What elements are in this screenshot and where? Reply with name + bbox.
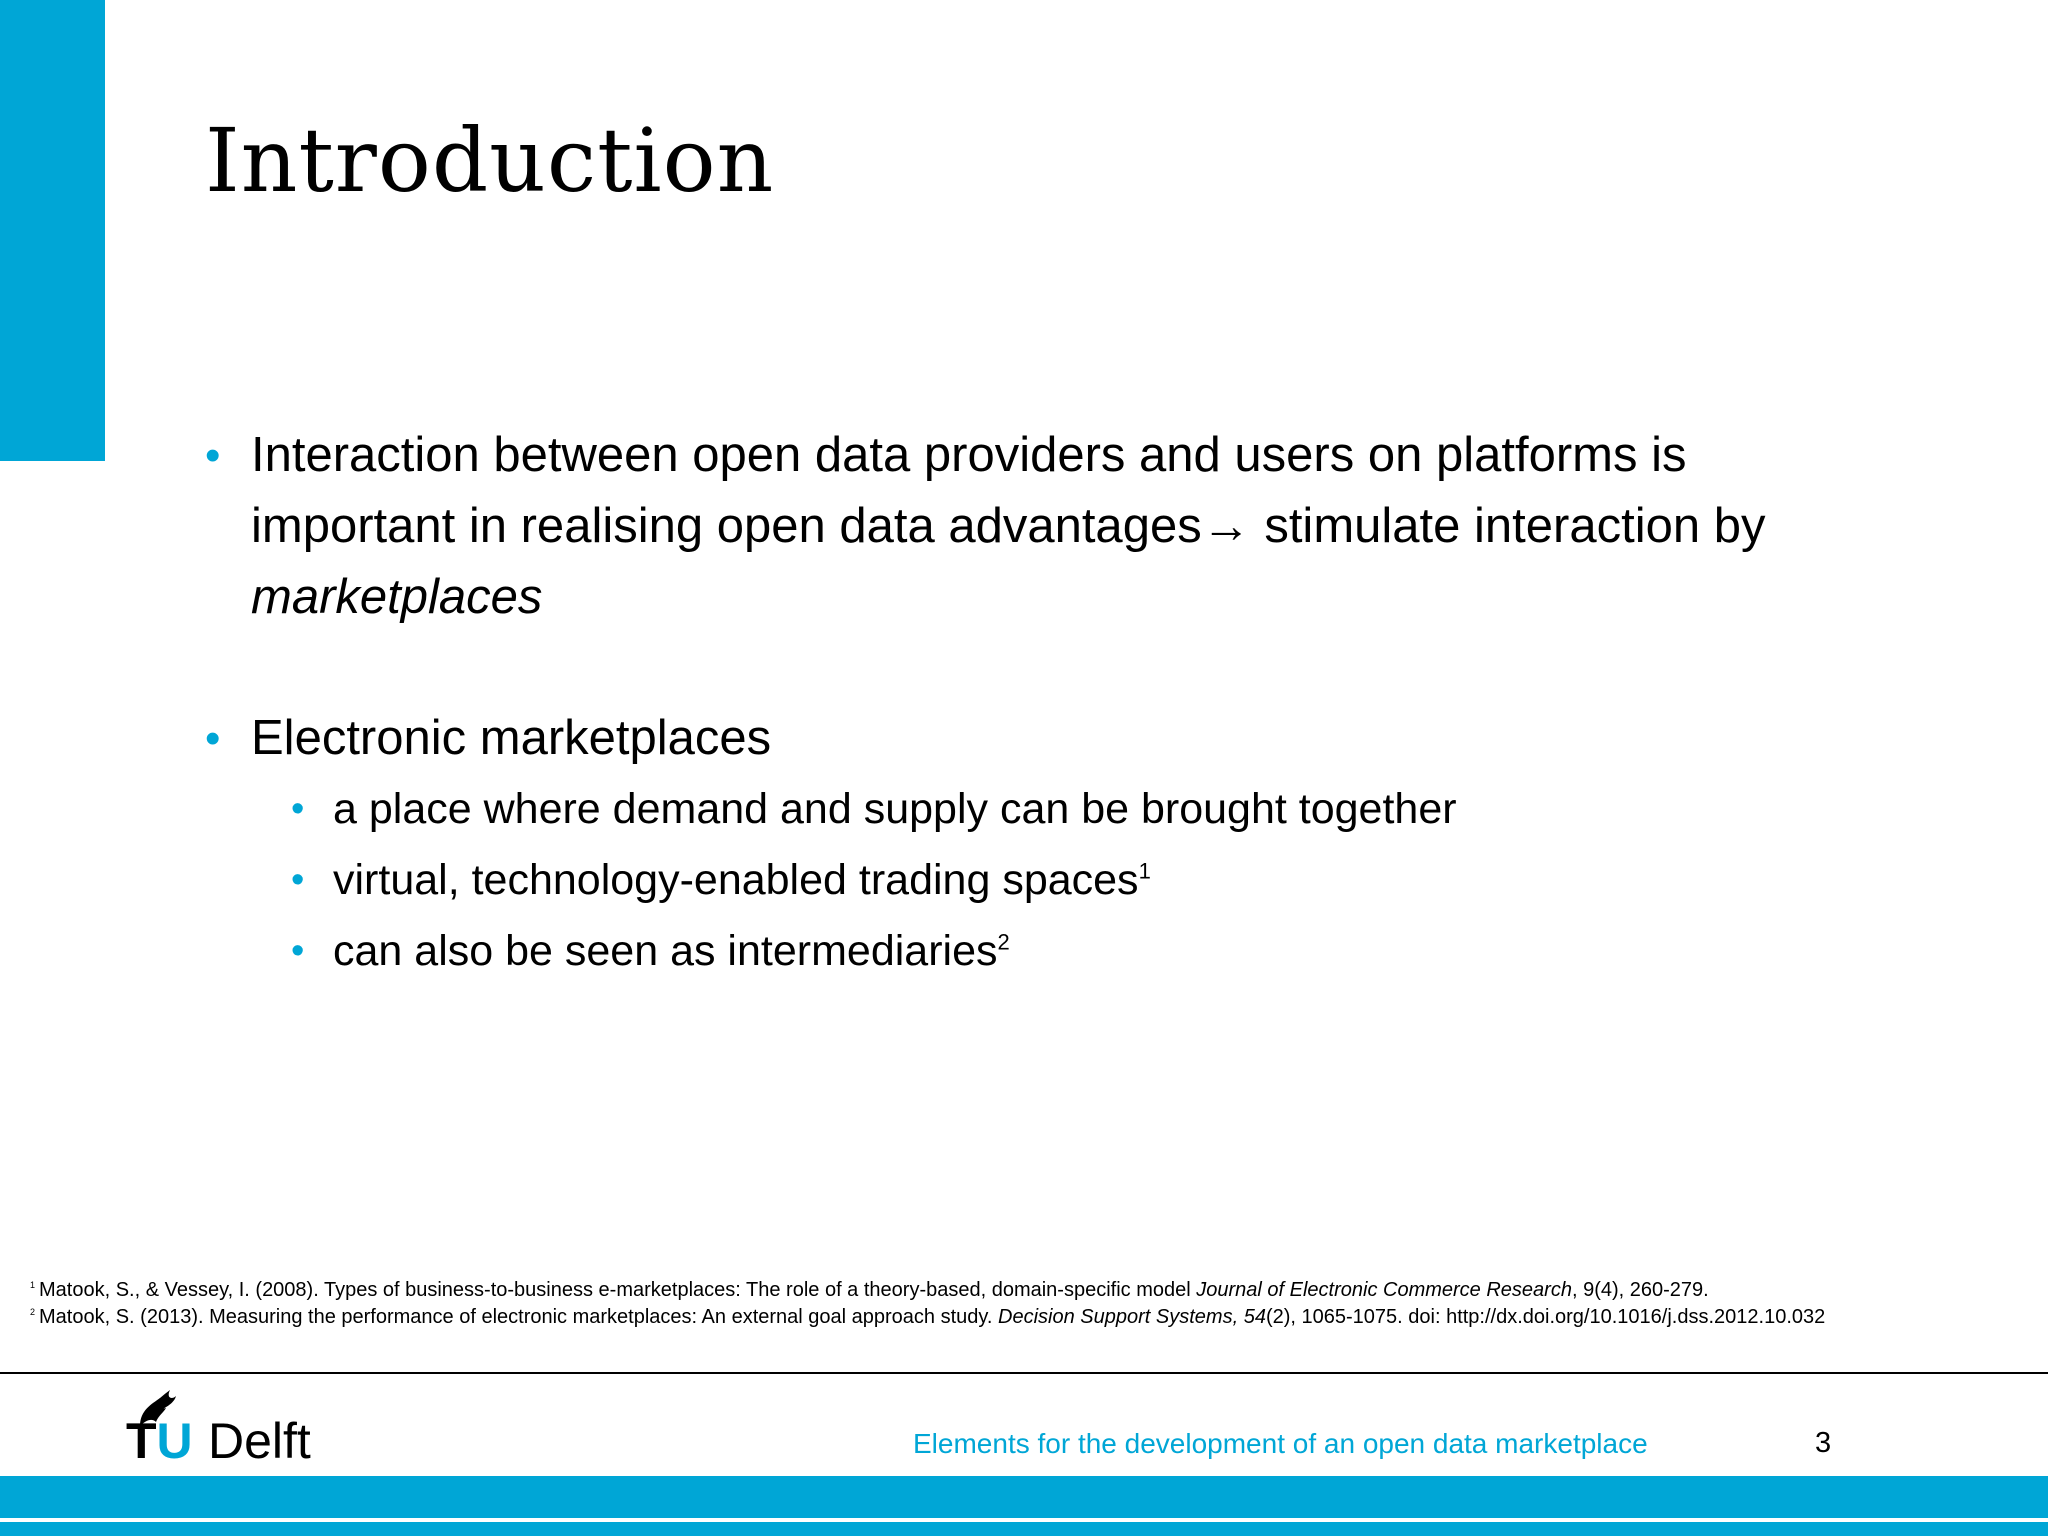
footnote-mark: 1 xyxy=(30,1280,36,1291)
bullet-dot-icon: • xyxy=(291,788,305,830)
footnote-2 xyxy=(30,1304,2020,1331)
sub-bullet-text: virtual, technology-enabled trading spaces xyxy=(333,856,1139,904)
bullet-emphasis: marketplaces xyxy=(251,570,543,624)
sub-bullet-text: can also be seen as intermediaries xyxy=(333,927,998,975)
bullet-text-continued: stimulate interaction by xyxy=(1250,499,1766,553)
logo-letter-u: U xyxy=(156,1413,193,1462)
bullet-dot-icon: • xyxy=(205,431,221,480)
accent-bar xyxy=(0,0,105,461)
logo-delft: Delft xyxy=(208,1413,311,1462)
footnote-journal: Decision Support Systems, 54 xyxy=(998,1306,1266,1328)
bullet-dot-icon: • xyxy=(291,930,305,972)
footnote-reference: 1 xyxy=(1138,858,1151,884)
sub-bullet-text: a place where demand and supply can be brought together xyxy=(333,785,1457,833)
sub-bullet-list xyxy=(205,774,1825,987)
logo-t xyxy=(126,1413,193,1462)
sub-bullet-item xyxy=(291,916,1825,987)
presentation-title: Elements for the development of an open data marketplace xyxy=(913,1428,1648,1459)
sub-bullet-item xyxy=(291,845,1825,916)
bullet-item xyxy=(205,420,1825,633)
footnotes xyxy=(30,1277,2020,1331)
bullet-dot-icon: • xyxy=(205,714,221,763)
bullet-text: Interaction between open data providers and users on platforms is important in realising open data advantages xyxy=(251,428,1687,553)
footnote-journal: Journal of Electronic Commerce Research xyxy=(1196,1279,1572,1301)
arrow-right-icon: → xyxy=(1201,499,1251,553)
footer-divider xyxy=(0,1372,2048,1374)
bullet-dot-icon: • xyxy=(291,859,305,901)
slide-body xyxy=(205,420,1825,987)
footnote-text: Matook, S., & Vessey, I. (2008). Types of business-to-business e-marketplaces: The role of a theory-based, domain-specific model xyxy=(39,1279,1197,1301)
page-number: 3 xyxy=(1815,1427,1832,1459)
footnote-1 xyxy=(30,1277,2020,1304)
footnote-details: , 9(4), 260-279. xyxy=(1571,1279,1709,1301)
footer-band xyxy=(0,1476,2048,1518)
bullet-text: Electronic marketplaces xyxy=(251,711,772,765)
logo-letter-t: T xyxy=(126,1413,157,1462)
footnote-mark: 2 xyxy=(30,1307,36,1318)
footnote-reference: 2 xyxy=(997,929,1010,955)
footnote-text: Matook, S. (2013). Measuring the performance of electronic marketplaces: An external goal approach study. xyxy=(39,1306,999,1328)
sub-bullet-item xyxy=(291,774,1825,845)
slide-title: Introduction xyxy=(205,109,775,212)
tu-delft-logo xyxy=(126,1382,336,1462)
bullet-item xyxy=(205,703,1825,774)
footnote-details: (2), 1065-1075. doi: http://dx.doi.org/10.1016/j.dss.2012.10.032 xyxy=(1265,1306,1826,1328)
footer-band-thin xyxy=(0,1522,2048,1536)
